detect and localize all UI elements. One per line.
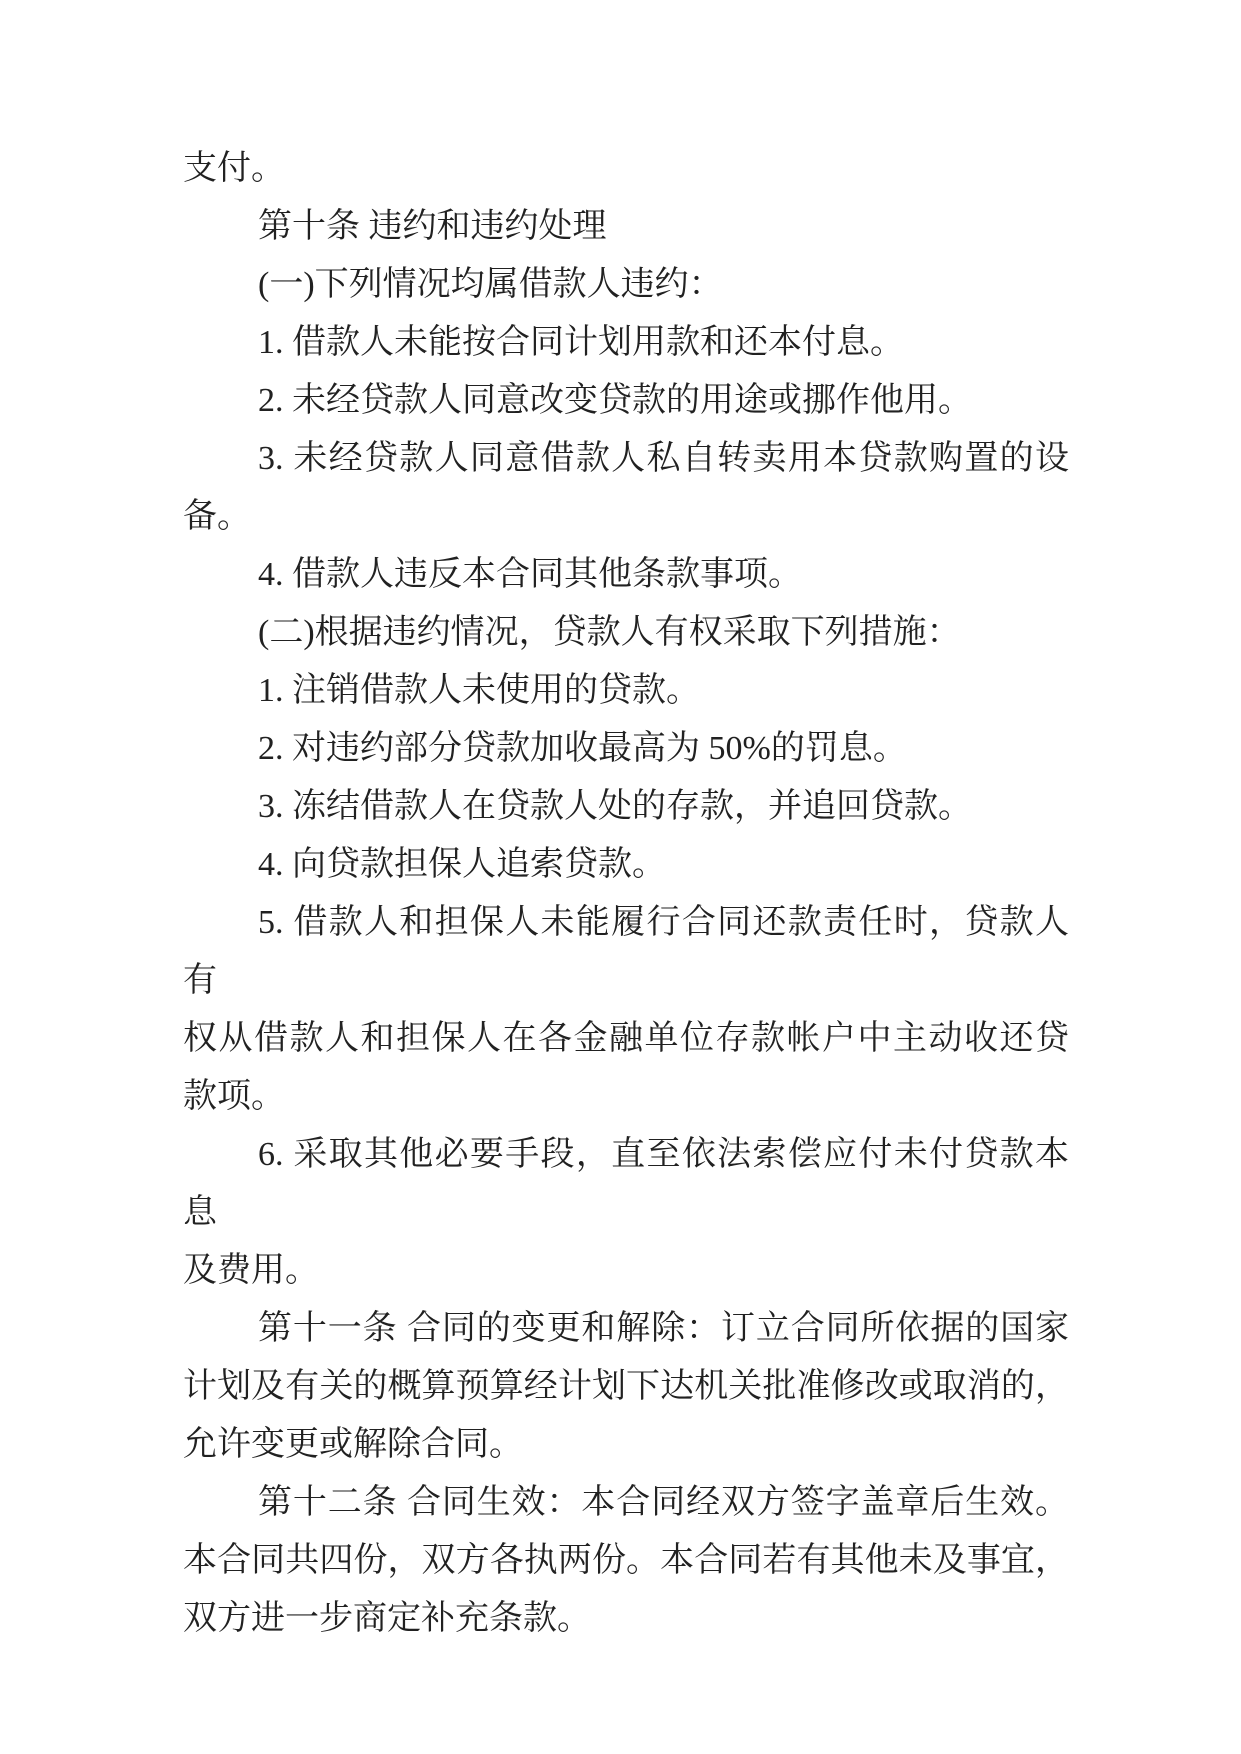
text-line: 支付。: [183, 150, 285, 187]
document-body: [183, 140, 1069, 1648]
text-line: 本合同共四份，双方各执两份。本合同若有其他未及事宜，: [183, 1542, 1069, 1579]
text-line: 权从借款人和担保人在各金融单位存款帐户中主动收还贷: [183, 1020, 1069, 1057]
text-line: 备。: [183, 498, 251, 535]
text-line: 3. 冻结借款人在贷款人处的存款，并追回贷款。: [258, 788, 972, 825]
text-line: 2. 未经贷款人同意改变贷款的用途或挪作他用。: [258, 382, 972, 419]
text-line: 及费用。: [183, 1252, 319, 1289]
text-line: 4. 借款人违反本合同其他条款事项。: [258, 556, 802, 593]
text-line: 允许变更或解除合同。: [183, 1426, 523, 1463]
text-line: 4. 向贷款担保人追索贷款。: [258, 846, 666, 883]
text-line: 第十一条 合同的变更和解除：订立合同所依据的国家: [258, 1310, 1069, 1347]
text-line: 2. 对违约部分贷款加收最高为 50%的罚息。: [258, 730, 907, 767]
text-line: 第十二条 合同生效：本合同经双方签字盖章后生效。: [258, 1484, 1069, 1521]
text-line: (一)下列情况均属借款人违约：: [258, 266, 723, 303]
text-line: (二)根据违约情况，贷款人有权采取下列措施：: [258, 614, 961, 651]
text-line: 3. 未经贷款人同意借款人私自转卖用本贷款购置的设: [258, 440, 1069, 477]
text-line: 款项。: [183, 1078, 285, 1115]
text-line: 6. 采取其他必要手段，直至依法索偿应付未付贷款本息: [183, 1136, 1069, 1231]
text-line: 计划及有关的概算预算经计划下达机关批准修改或取消的，: [183, 1368, 1069, 1405]
text-line: 1. 借款人未能按合同计划用款和还本付息。: [258, 324, 904, 361]
text-line: 双方进一步商定补充条款。: [183, 1600, 591, 1637]
text-line: 5. 借款人和担保人未能履行合同还款责任时，贷款人有: [183, 904, 1069, 999]
text-line: 1. 注销借款人未使用的贷款。: [258, 672, 700, 709]
text-line: 第十条 违约和违约处理: [258, 208, 607, 245]
